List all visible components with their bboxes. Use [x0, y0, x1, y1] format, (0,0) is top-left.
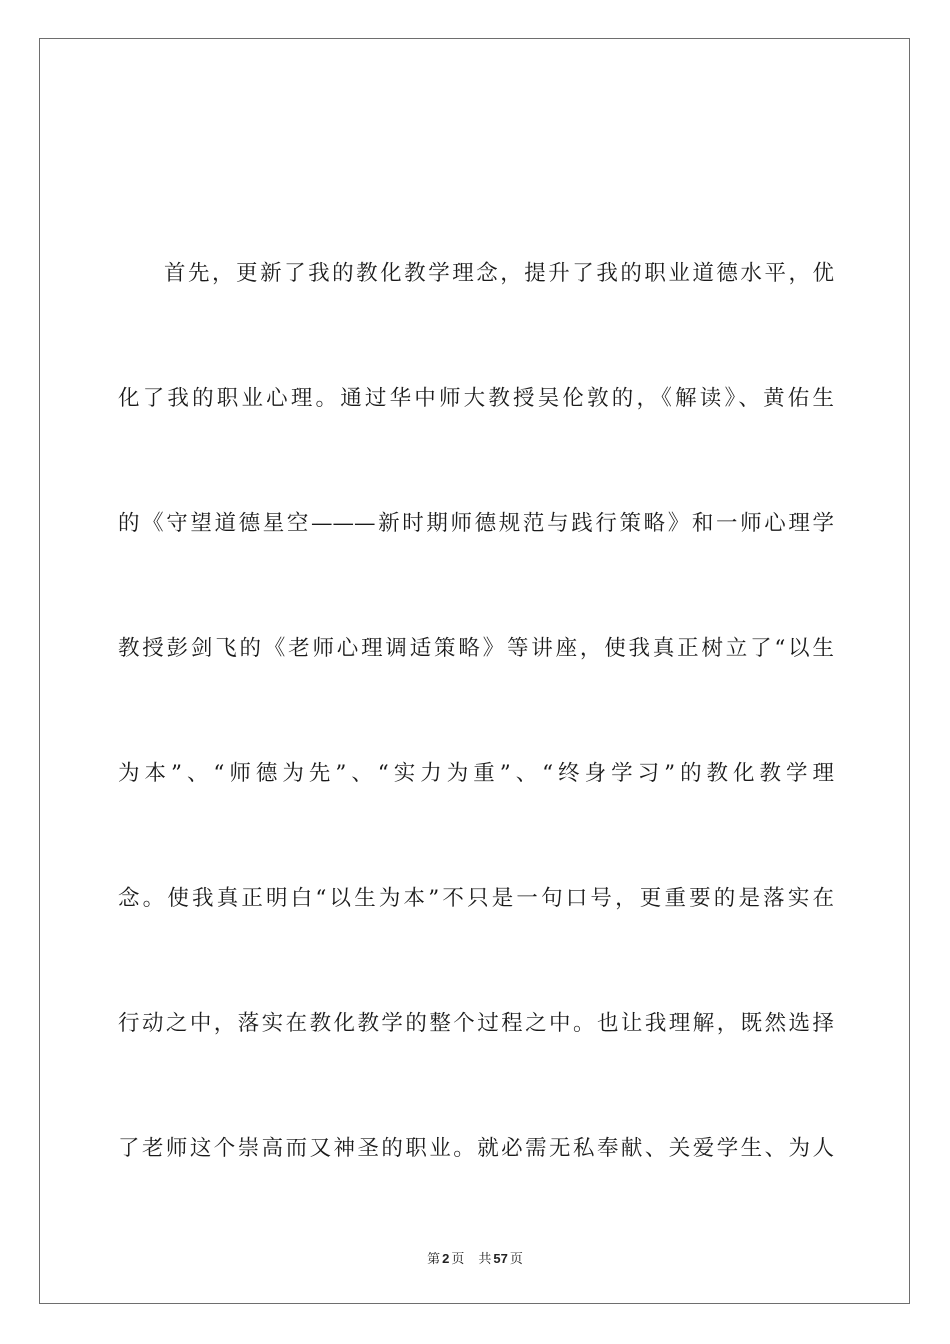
document-paragraph: [118, 252, 834, 1252]
total-pages-number: 57: [493, 1251, 508, 1266]
paragraph-line: 念。使我真正明白“以生为本”不只是一句口号，更重要的是落实在: [118, 886, 834, 911]
paragraph-line: 了老师这个崇高而又神圣的职业。就必需无私奉献、关爱学生、为人: [118, 1136, 834, 1161]
total-pages-suffix: 页: [509, 1252, 523, 1267]
total-pages-prefix: 共: [478, 1252, 492, 1267]
page-footer: [0, 1248, 950, 1267]
page-number-prefix: 第: [427, 1252, 441, 1267]
paragraph-line: 为本”、“师德为先”、“实力为重”、“终身学习”的教化教学理: [118, 761, 834, 786]
paragraph-line: 化了我的职业心理。通过华中师大教授吴伦敦的，《解读》、黄佑生: [118, 386, 834, 411]
page-number-suffix: 页: [451, 1252, 465, 1267]
paragraph-line: 教授彭剑飞的《老师心理调适策略》等讲座，使我真正树立了“以生: [118, 636, 834, 661]
paragraph-line: 行动之中，落实在教化教学的整个过程之中。也让我理解，既然选择: [118, 1011, 834, 1036]
paragraph-line: 的《守望道德星空———新时期师德规范与践行策略》和一师心理学: [118, 511, 834, 536]
paragraph-line: 首先，更新了我的教化教学理念，提升了我的职业道德水平，优: [164, 261, 834, 286]
current-page-number: 2: [442, 1251, 450, 1266]
